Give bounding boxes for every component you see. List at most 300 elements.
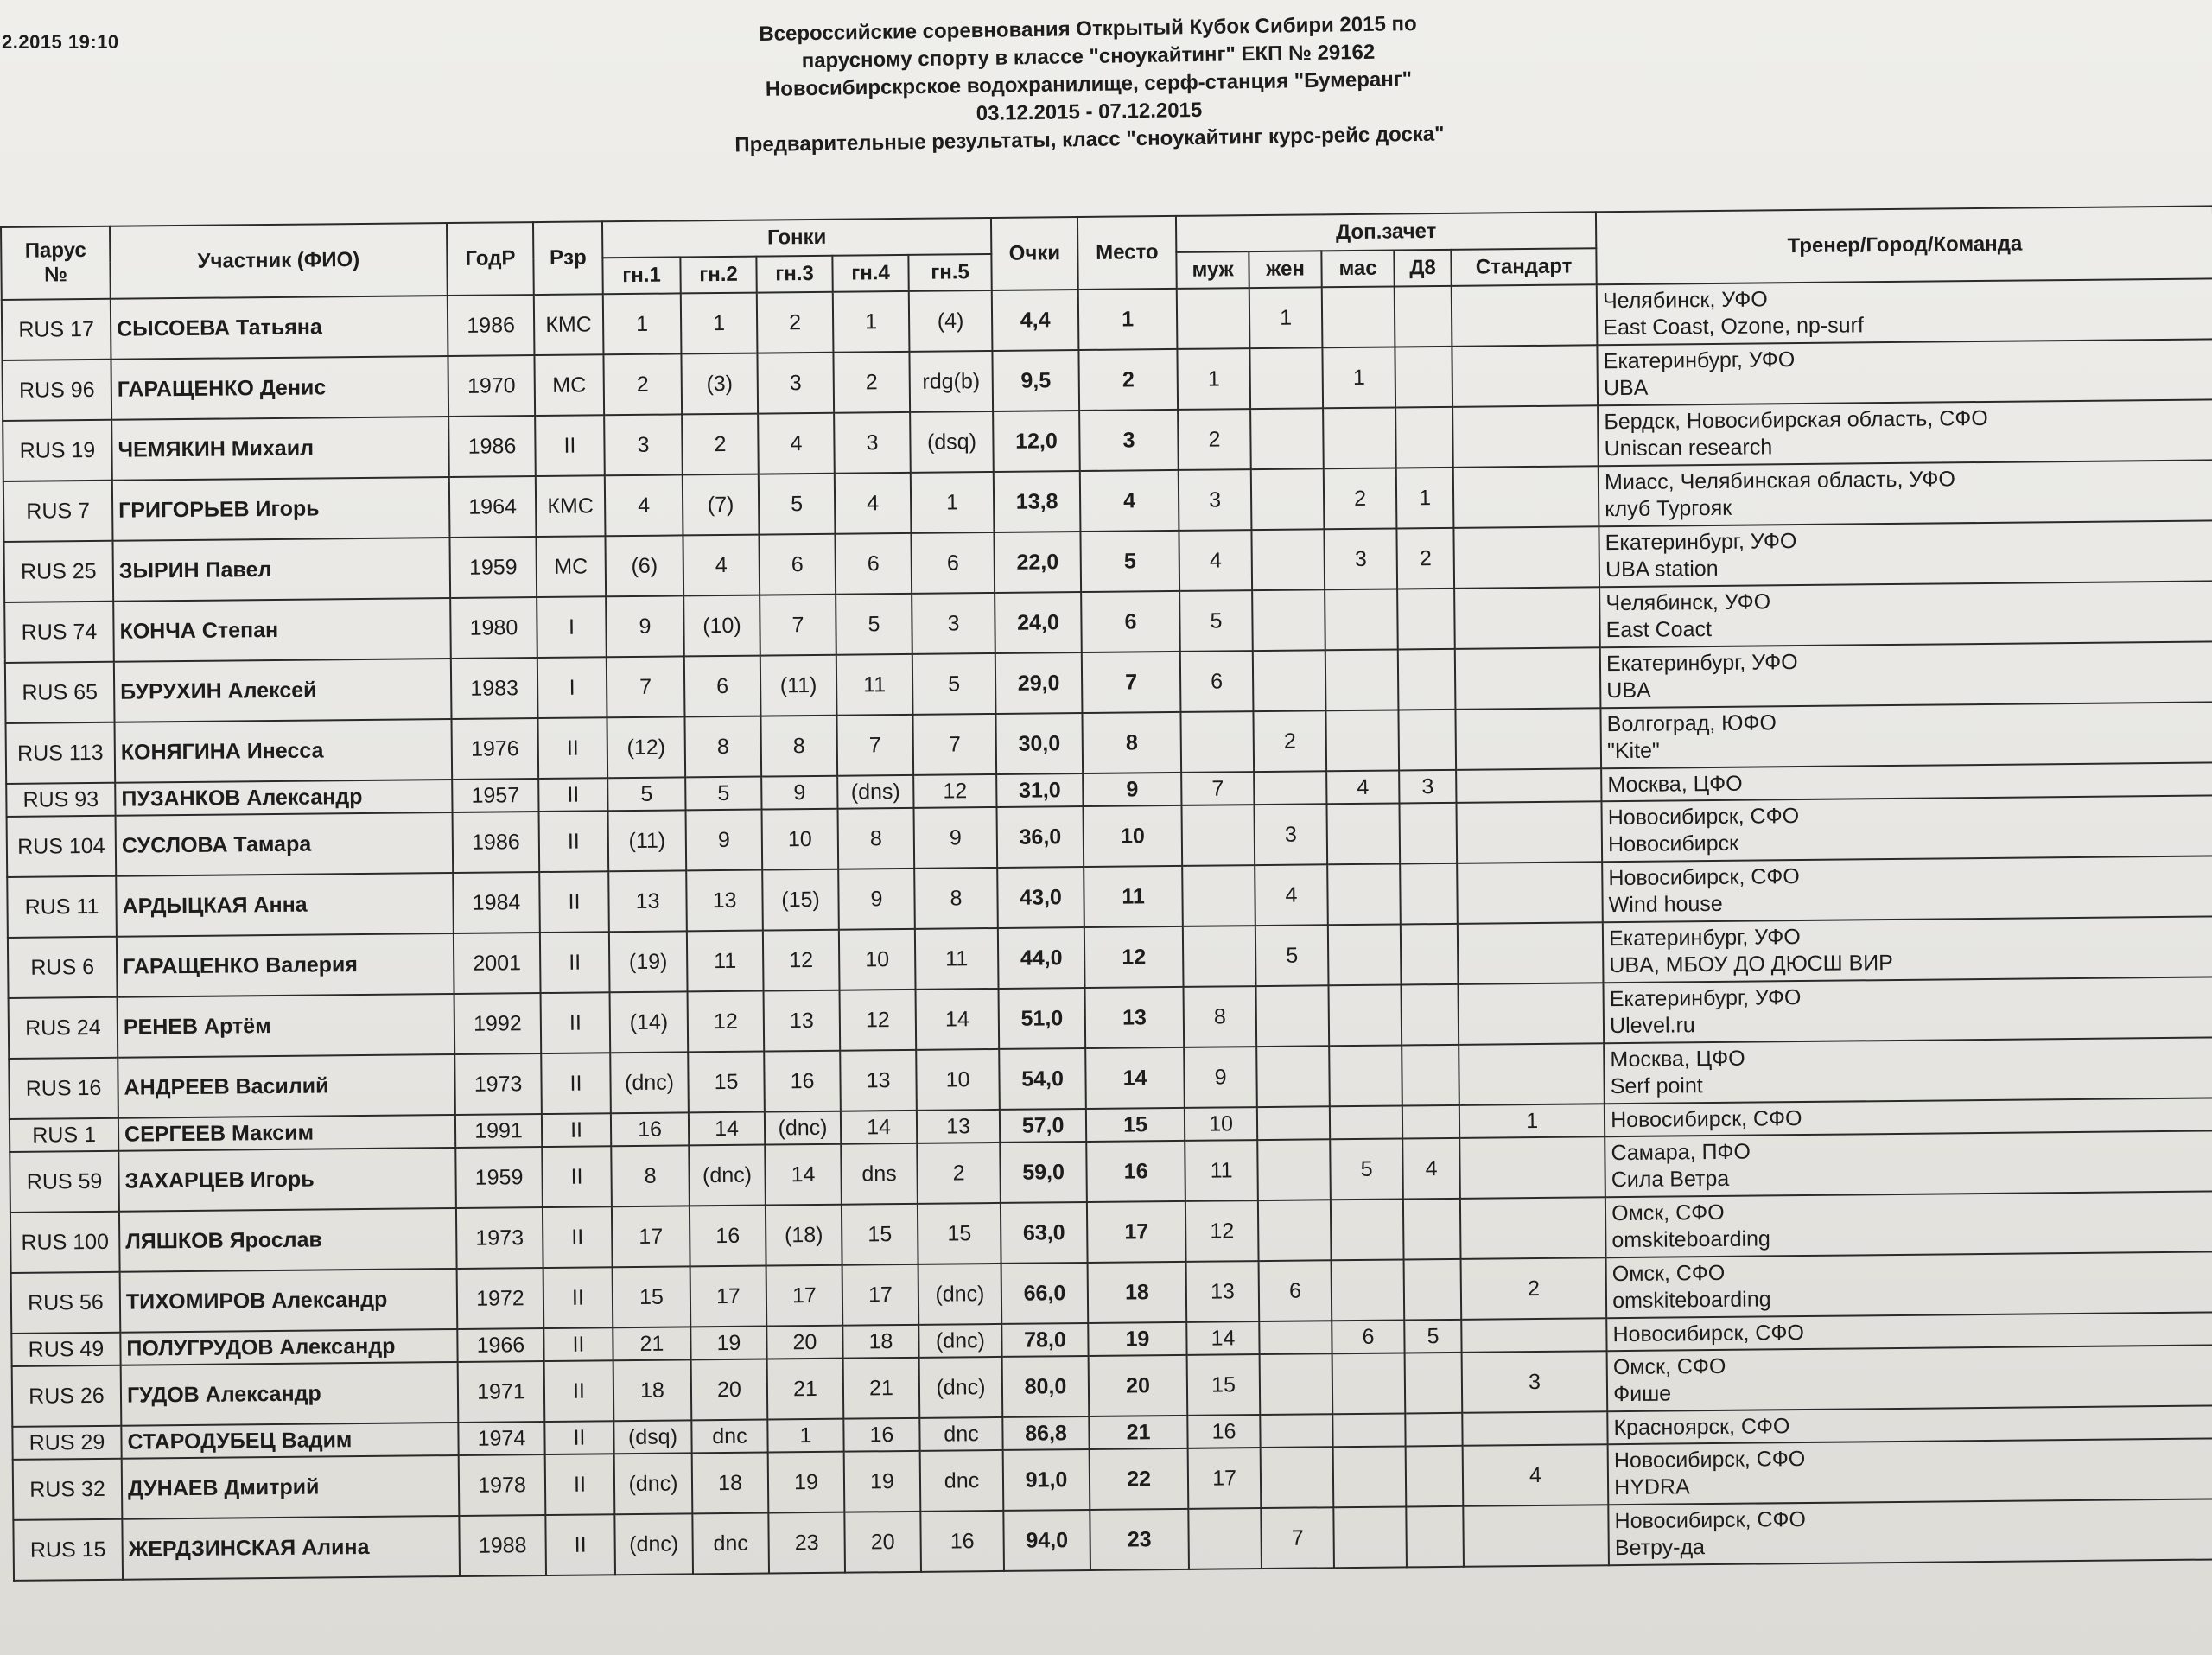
cell-year: 1988 xyxy=(459,1515,546,1576)
cell-place: 23 xyxy=(1090,1509,1189,1570)
cell-race-4: 9 xyxy=(838,869,915,930)
cell-extra-d8 xyxy=(1405,1413,1462,1447)
cell-points: 13,8 xyxy=(994,471,1081,532)
cell-name: ГРИГОРЬЕВ Игорь xyxy=(112,477,450,541)
cell-place: 3 xyxy=(1079,410,1179,471)
col-coach: Тренер/Город/Команда xyxy=(1596,206,2212,284)
cell-coach xyxy=(1598,339,2212,405)
cell-race-3: 10 xyxy=(762,809,839,870)
cell-year: 1964 xyxy=(449,476,537,538)
cell-coach xyxy=(1599,520,2212,587)
cell-place: 8 xyxy=(1083,712,1182,773)
cell-year: 1980 xyxy=(450,597,537,659)
cell-race-1: 9 xyxy=(606,595,684,657)
cell-points: 30,0 xyxy=(996,713,1084,774)
cell-race-5: 9 xyxy=(914,807,998,869)
cell-sail: RUS 74 xyxy=(4,602,114,663)
coach-city: Омск, СФО xyxy=(1611,1260,1726,1287)
cell-place: 16 xyxy=(1086,1141,1185,1202)
cell-extra-women xyxy=(1259,1321,1332,1354)
cell-rank: МС xyxy=(534,354,604,416)
cell-race-2: 16 xyxy=(690,1206,766,1267)
cell-race-3: (dnc) xyxy=(765,1111,841,1145)
cell-race-5: 15 xyxy=(918,1203,1001,1264)
coach-city: Челябинск, УФО xyxy=(1602,287,1768,314)
cell-race-3: 23 xyxy=(768,1512,845,1574)
results-table xyxy=(0,205,2212,1582)
cell-points: 80,0 xyxy=(1002,1356,1090,1417)
cell-points: 57,0 xyxy=(1000,1109,1086,1143)
cell-place: 18 xyxy=(1088,1262,1187,1323)
cell-race-3: 19 xyxy=(768,1452,845,1513)
cell-coach xyxy=(1607,1345,2212,1411)
cell-place: 19 xyxy=(1088,1322,1186,1356)
cell-extra-men xyxy=(1183,926,1256,987)
cell-race-2: 13 xyxy=(686,870,763,932)
cell-place: 5 xyxy=(1081,531,1180,592)
cell-coach xyxy=(1603,916,2212,983)
cell-place: 9 xyxy=(1083,773,1181,806)
cell-rank: II xyxy=(543,1327,613,1361)
cell-place: 12 xyxy=(1084,926,1184,988)
cell-extra-masters xyxy=(1323,408,1396,469)
cell-sail: RUS 25 xyxy=(4,541,114,602)
cell-place: 10 xyxy=(1084,805,1183,867)
cell-sail: RUS 100 xyxy=(10,1212,120,1273)
cell-points: 31,0 xyxy=(996,773,1083,807)
cell-race-1: (12) xyxy=(607,716,685,778)
cell-race-1: (dnc) xyxy=(610,1052,689,1113)
coach-city: Новосибирск, СФО xyxy=(1607,804,1800,831)
cell-place: 14 xyxy=(1085,1047,1185,1109)
coach-team: UBA xyxy=(1603,375,1649,401)
cell-rank: КМС xyxy=(534,294,604,355)
cell-extra-d8 xyxy=(1405,1353,1463,1414)
cell-extra-women xyxy=(1250,408,1324,469)
cell-race-1: 5 xyxy=(607,777,685,811)
coach-team: East Coact xyxy=(1605,617,1713,643)
coach-city: Екатеринбург, УФО xyxy=(1608,925,1801,952)
cell-rank: II xyxy=(535,415,605,476)
cell-extra-masters xyxy=(1333,1446,1407,1507)
cell-extra-men: 16 xyxy=(1187,1415,1260,1448)
cell-race-2: 12 xyxy=(688,991,765,1053)
cell-rank: I xyxy=(537,596,607,658)
cell-extra-standard: 4 xyxy=(1463,1444,1609,1506)
cell-points: 43,0 xyxy=(997,867,1084,928)
cell-name: АНДРЕЕВ Василий xyxy=(118,1054,455,1118)
cell-points: 9,5 xyxy=(992,350,1079,411)
cell-extra-d8: 2 xyxy=(1396,528,1454,589)
cell-race-2: 20 xyxy=(691,1359,768,1421)
cell-rank: КМС xyxy=(536,475,606,537)
cell-extra-masters xyxy=(1329,984,1402,1046)
cell-sail: RUS 24 xyxy=(9,997,118,1059)
cell-extra-d8 xyxy=(1397,589,1455,650)
cell-race-2: (3) xyxy=(681,353,758,415)
cell-extra-women xyxy=(1252,589,1325,651)
cell-race-4: 14 xyxy=(841,1111,917,1144)
cell-name: ЛЯШКОВ Ярослав xyxy=(119,1208,457,1272)
cell-extra-men: 1 xyxy=(1177,348,1250,410)
cell-extra-masters xyxy=(1332,1413,1405,1447)
cell-race-3: 5 xyxy=(759,474,836,535)
cell-place: 4 xyxy=(1080,470,1179,532)
header-line-2: парусному спорту в классе "сноукайтинг" ЕКП № 29162 xyxy=(801,40,1376,73)
coach-city: Челябинск, УФО xyxy=(1605,589,1771,616)
cell-year: 1966 xyxy=(457,1328,543,1362)
cell-race-2: dnc xyxy=(691,1420,767,1454)
cell-name: ЗЫРИН Павел xyxy=(112,538,450,602)
cell-extra-standard xyxy=(1453,466,1599,528)
cell-race-4: 1 xyxy=(833,291,910,353)
cell-race-1: (dsq) xyxy=(613,1420,691,1454)
cell-race-5: 8 xyxy=(914,868,998,929)
cell-sail: RUS 56 xyxy=(11,1272,121,1334)
cell-race-2: 9 xyxy=(686,810,763,871)
cell-year: 2001 xyxy=(454,933,541,994)
coach-team: Новосибирск xyxy=(1607,831,1739,857)
cell-year: 1976 xyxy=(451,718,538,780)
cell-extra-d8 xyxy=(1400,863,1458,925)
cell-sail: RUS 7 xyxy=(3,481,113,542)
cell-extra-d8: 4 xyxy=(1402,1138,1460,1200)
cell-extra-men: 6 xyxy=(1180,651,1254,712)
cell-extra-women xyxy=(1260,1414,1332,1448)
cell-extra-men: 2 xyxy=(1178,409,1251,470)
cell-race-2: 15 xyxy=(688,1052,765,1113)
cell-name: СУСЛОВА Тамара xyxy=(116,812,454,876)
cell-extra-men: 10 xyxy=(1185,1107,1257,1141)
cell-race-4: 18 xyxy=(842,1325,918,1359)
cell-race-5: 2 xyxy=(917,1143,1001,1204)
cell-race-5: 5 xyxy=(912,653,996,715)
cell-sail: RUS 113 xyxy=(6,722,116,784)
cell-coach xyxy=(1608,1438,2212,1505)
cell-extra-women xyxy=(1254,771,1326,805)
cell-extra-d8 xyxy=(1404,1259,1462,1321)
cell-race-4: 13 xyxy=(840,1050,917,1111)
cell-race-3: 16 xyxy=(764,1051,841,1112)
cell-race-5: (dnc) xyxy=(918,1324,1001,1358)
cell-extra-women xyxy=(1251,529,1325,590)
cell-place: 17 xyxy=(1087,1201,1186,1263)
cell-name: ГУДОВ Александр xyxy=(121,1362,459,1426)
coach-team: omskiteboarding xyxy=(1611,1287,1771,1314)
cell-race-4: 5 xyxy=(836,594,912,655)
cell-race-2: (7) xyxy=(683,474,760,536)
coach-city: Волгоград, ЮФО xyxy=(1606,710,1777,737)
cell-extra-men: 9 xyxy=(1184,1047,1257,1108)
cell-extra-masters xyxy=(1330,1105,1402,1139)
coach-city: Новосибирск, СФО xyxy=(1608,864,1800,891)
cell-year: 1978 xyxy=(459,1454,546,1516)
cell-coach xyxy=(1599,581,2212,647)
cell-rank: II xyxy=(541,992,611,1053)
cell-race-4: 11 xyxy=(836,654,913,716)
cell-rank: I xyxy=(537,657,607,718)
cell-race-3: 7 xyxy=(760,595,836,656)
coach-team: Wind house xyxy=(1608,891,1723,918)
coach-team: Ulevel.ru xyxy=(1609,1013,1695,1039)
cell-sail: RUS 19 xyxy=(3,420,112,481)
cell-extra-d8 xyxy=(1403,1199,1461,1260)
cell-points: 4,4 xyxy=(992,290,1079,351)
cell-points: 94,0 xyxy=(1003,1510,1090,1571)
col-points: Очки xyxy=(991,217,1078,290)
col-extra-masters: мас xyxy=(1321,251,1394,288)
cell-race-2: 18 xyxy=(692,1453,769,1514)
cell-extra-standard xyxy=(1453,526,1599,589)
coach-city: Москва, ЦФО xyxy=(1610,1046,1745,1073)
cell-race-4: 4 xyxy=(835,473,912,534)
cell-extra-women xyxy=(1261,1447,1334,1508)
cell-year: 1986 xyxy=(453,812,540,873)
cell-place: 7 xyxy=(1082,652,1181,713)
coach-city: Самара, ПФО xyxy=(1611,1139,1751,1166)
cell-extra-d8 xyxy=(1395,347,1452,408)
cell-name: СТАРОДУБЕЦ Вадим xyxy=(121,1423,458,1459)
coach-city: Екатеринбург, УФО xyxy=(1609,985,1802,1012)
cell-extra-women xyxy=(1256,1046,1330,1107)
cell-sail: RUS 15 xyxy=(13,1519,123,1581)
cell-extra-men: 3 xyxy=(1179,469,1252,531)
cell-race-4: 17 xyxy=(842,1264,919,1326)
cell-name: СЕРГЕЕВ Максим xyxy=(118,1115,455,1151)
cell-race-5: 13 xyxy=(917,1110,1000,1143)
cell-coach xyxy=(1600,641,2212,708)
cell-race-1: 15 xyxy=(613,1266,691,1327)
cell-extra-standard xyxy=(1456,708,1602,770)
cell-year: 1991 xyxy=(455,1114,542,1148)
cell-name: СЫСОЕВА Татьяна xyxy=(111,296,448,360)
cell-sail: RUS 11 xyxy=(7,876,117,938)
cell-extra-men: 13 xyxy=(1186,1261,1260,1322)
cell-race-2: 6 xyxy=(684,656,761,717)
cell-place: 6 xyxy=(1081,591,1180,652)
cell-extra-women xyxy=(1249,347,1323,409)
coach-team: UBA, МБОУ ДО ДЮСШ ВИР xyxy=(1609,951,1893,978)
cell-points: 12,0 xyxy=(993,411,1080,472)
cell-coach xyxy=(1605,1130,2212,1197)
coach-team: Фише xyxy=(1613,1381,1672,1407)
cell-race-2: 19 xyxy=(690,1327,766,1360)
cell-race-3: 14 xyxy=(765,1144,842,1206)
cell-race-1: 3 xyxy=(604,414,683,475)
cell-extra-standard xyxy=(1459,1136,1605,1199)
cell-place: 13 xyxy=(1085,987,1185,1048)
cell-rank: II xyxy=(537,717,607,779)
cell-extra-men: 11 xyxy=(1185,1140,1258,1201)
cell-race-4: 19 xyxy=(844,1451,921,1512)
cell-sail: RUS 6 xyxy=(8,937,118,998)
cell-place: 2 xyxy=(1078,349,1178,411)
cell-extra-d8 xyxy=(1401,924,1459,985)
cell-race-2: 1 xyxy=(681,293,758,354)
cell-race-2: 11 xyxy=(687,931,764,992)
cell-extra-women: 3 xyxy=(1255,804,1328,865)
cell-name: ПОЛУГРУДОВ Александр xyxy=(120,1329,457,1365)
cell-extra-standard xyxy=(1455,647,1601,710)
cell-points: 59,0 xyxy=(1000,1142,1087,1203)
cell-extra-masters xyxy=(1328,924,1402,985)
cell-extra-standard xyxy=(1460,1197,1606,1259)
cell-extra-masters xyxy=(1327,803,1401,864)
cell-extra-standard: 3 xyxy=(1462,1351,1608,1413)
cell-rank: II xyxy=(544,1360,614,1422)
col-sail: Парус № xyxy=(1,226,111,300)
cell-race-1: 17 xyxy=(612,1206,690,1267)
cell-extra-men: 15 xyxy=(1187,1354,1261,1416)
cell-race-5: 10 xyxy=(916,1049,1000,1111)
coach-city: Новосибирск, СФО xyxy=(1613,1447,1806,1474)
cell-extra-d8 xyxy=(1395,286,1452,347)
cell-race-5: 6 xyxy=(911,532,995,594)
header-line-5: Предварительные результаты, класс "сноукайтинг курс-рейс доска" xyxy=(734,122,1445,157)
cell-extra-standard xyxy=(1459,983,1605,1045)
cell-extra-standard: 1 xyxy=(1459,1104,1605,1138)
cell-rank: II xyxy=(545,1514,615,1575)
cell-sail: RUS 16 xyxy=(9,1058,118,1119)
cell-extra-men: 8 xyxy=(1184,986,1257,1047)
cell-place: 22 xyxy=(1090,1448,1189,1510)
coach-city: Миасс, Челябинская область, УФО xyxy=(1604,467,1956,495)
cell-place: 15 xyxy=(1086,1108,1185,1142)
cell-race-1: (14) xyxy=(610,991,689,1053)
cell-extra-d8 xyxy=(1402,984,1459,1046)
cell-race-5: (dnc) xyxy=(918,1264,1002,1325)
coach-team: HYDRA xyxy=(1614,1474,1690,1500)
coach-team: UBA station xyxy=(1605,556,1719,582)
col-extra-d8: Д8 xyxy=(1394,250,1451,287)
col-race-4: гн.4 xyxy=(832,255,908,292)
cell-race-1: 4 xyxy=(605,474,683,536)
cell-rank: II xyxy=(538,778,607,812)
coach-team: UBA xyxy=(1606,678,1651,703)
cell-race-5: 7 xyxy=(912,714,996,775)
cell-race-3: 12 xyxy=(763,930,840,991)
cell-race-3: 6 xyxy=(759,534,836,595)
cell-points: 36,0 xyxy=(997,806,1084,868)
cell-race-5: (4) xyxy=(909,290,993,352)
col-race-2: гн.2 xyxy=(680,257,756,294)
cell-extra-men xyxy=(1181,711,1255,773)
col-race-3: гн.3 xyxy=(756,256,832,293)
cell-extra-masters xyxy=(1332,1259,1405,1321)
cell-extra-standard xyxy=(1463,1505,1609,1567)
cell-extra-women: 1 xyxy=(1249,287,1323,348)
cell-race-3: 2 xyxy=(757,292,834,353)
cell-extra-d8 xyxy=(1395,407,1453,468)
cell-points: 86,8 xyxy=(1002,1416,1089,1450)
col-race-5: гн.5 xyxy=(908,254,991,291)
cell-year: 1992 xyxy=(454,993,542,1054)
cell-race-2: 4 xyxy=(683,535,760,596)
cell-name: ТИХОМИРОВ Александр xyxy=(120,1269,458,1333)
cell-race-1: (dnc) xyxy=(614,1513,693,1575)
cell-rank: II xyxy=(544,1421,613,1454)
cell-extra-men: 17 xyxy=(1188,1448,1262,1509)
cell-race-5: dnc xyxy=(920,1450,1004,1512)
cell-points: 63,0 xyxy=(1001,1202,1088,1264)
cell-extra-women xyxy=(1257,1106,1330,1140)
cell-race-4: 21 xyxy=(843,1358,920,1419)
cell-sail: RUS 1 xyxy=(10,1118,118,1152)
cell-extra-masters xyxy=(1327,863,1401,925)
coach-city: Екатеринбург, УФО xyxy=(1605,650,1798,677)
cell-year: 1957 xyxy=(452,779,538,812)
cell-rank: II xyxy=(541,1053,611,1114)
cell-name: ДУНАЕВ Дмитрий xyxy=(122,1455,460,1519)
cell-race-4: 16 xyxy=(843,1418,919,1452)
cell-year: 1984 xyxy=(453,872,540,933)
cell-extra-women: 6 xyxy=(1259,1260,1332,1321)
cell-extra-men: 14 xyxy=(1186,1321,1259,1355)
cell-extra-d8 xyxy=(1398,649,1456,710)
cell-name: ПУЗАНКОВ Александр xyxy=(115,780,452,816)
cell-race-1: (11) xyxy=(608,810,687,871)
cell-points: 54,0 xyxy=(999,1048,1086,1110)
cell-extra-women xyxy=(1257,1139,1331,1200)
cell-rank: II xyxy=(539,811,609,872)
cell-extra-women xyxy=(1260,1353,1333,1415)
cell-name: БУРУХИН Алексей xyxy=(114,659,452,722)
cell-race-4: 15 xyxy=(842,1204,918,1265)
cell-race-3: 21 xyxy=(767,1359,844,1420)
cell-race-1: 2 xyxy=(603,353,682,415)
print-timestamp: 2.2015 19:10 xyxy=(2,31,119,53)
coach-team: Ветру-да xyxy=(1614,1535,1706,1561)
cell-race-4: 7 xyxy=(836,715,913,776)
cell-year: 1986 xyxy=(448,416,536,477)
coach-team: East Coast, Ozone, np-surf xyxy=(1603,313,1864,341)
cell-sail: RUS 32 xyxy=(13,1459,123,1520)
cell-year: 1959 xyxy=(455,1147,543,1208)
cell-year: 1973 xyxy=(454,1053,542,1115)
coach-city: Новосибирск, СФО xyxy=(1610,1105,1802,1132)
cell-race-1: (dnc) xyxy=(614,1453,693,1514)
cell-extra-standard xyxy=(1462,1411,1607,1446)
coach-city: Омск, СФО xyxy=(1611,1200,1725,1226)
cell-sail: RUS 49 xyxy=(11,1333,120,1366)
cell-extra-masters: 2 xyxy=(1324,468,1397,530)
cell-coach xyxy=(1597,278,2212,345)
cell-race-4: 12 xyxy=(840,990,917,1051)
cell-name: ГАРАЩЕНКО Валерия xyxy=(117,933,454,997)
cell-extra-women xyxy=(1256,985,1330,1047)
cell-extra-women xyxy=(1251,468,1325,530)
cell-extra-masters xyxy=(1326,710,1400,771)
coach-city: Москва, ЦФО xyxy=(1607,771,1743,797)
cell-sail: RUS 93 xyxy=(6,783,115,817)
cell-extra-masters xyxy=(1325,649,1399,710)
cell-race-4: 10 xyxy=(839,929,916,990)
cell-extra-standard xyxy=(1459,1043,1605,1105)
cell-race-1: (6) xyxy=(605,535,683,596)
results-body xyxy=(2,278,2212,1581)
cell-race-2: (10) xyxy=(683,595,760,657)
cell-race-3: (15) xyxy=(762,869,839,931)
cell-race-3: 4 xyxy=(758,413,835,474)
cell-coach xyxy=(1604,977,2212,1043)
cell-extra-standard xyxy=(1457,862,1603,924)
cell-year: 1986 xyxy=(448,295,535,356)
cell-points: 66,0 xyxy=(1001,1263,1089,1324)
cell-place: 21 xyxy=(1089,1416,1187,1449)
cell-race-5: (dsq) xyxy=(910,411,994,473)
cell-race-3: (11) xyxy=(760,655,837,716)
cell-race-5: (dnc) xyxy=(919,1357,1003,1418)
